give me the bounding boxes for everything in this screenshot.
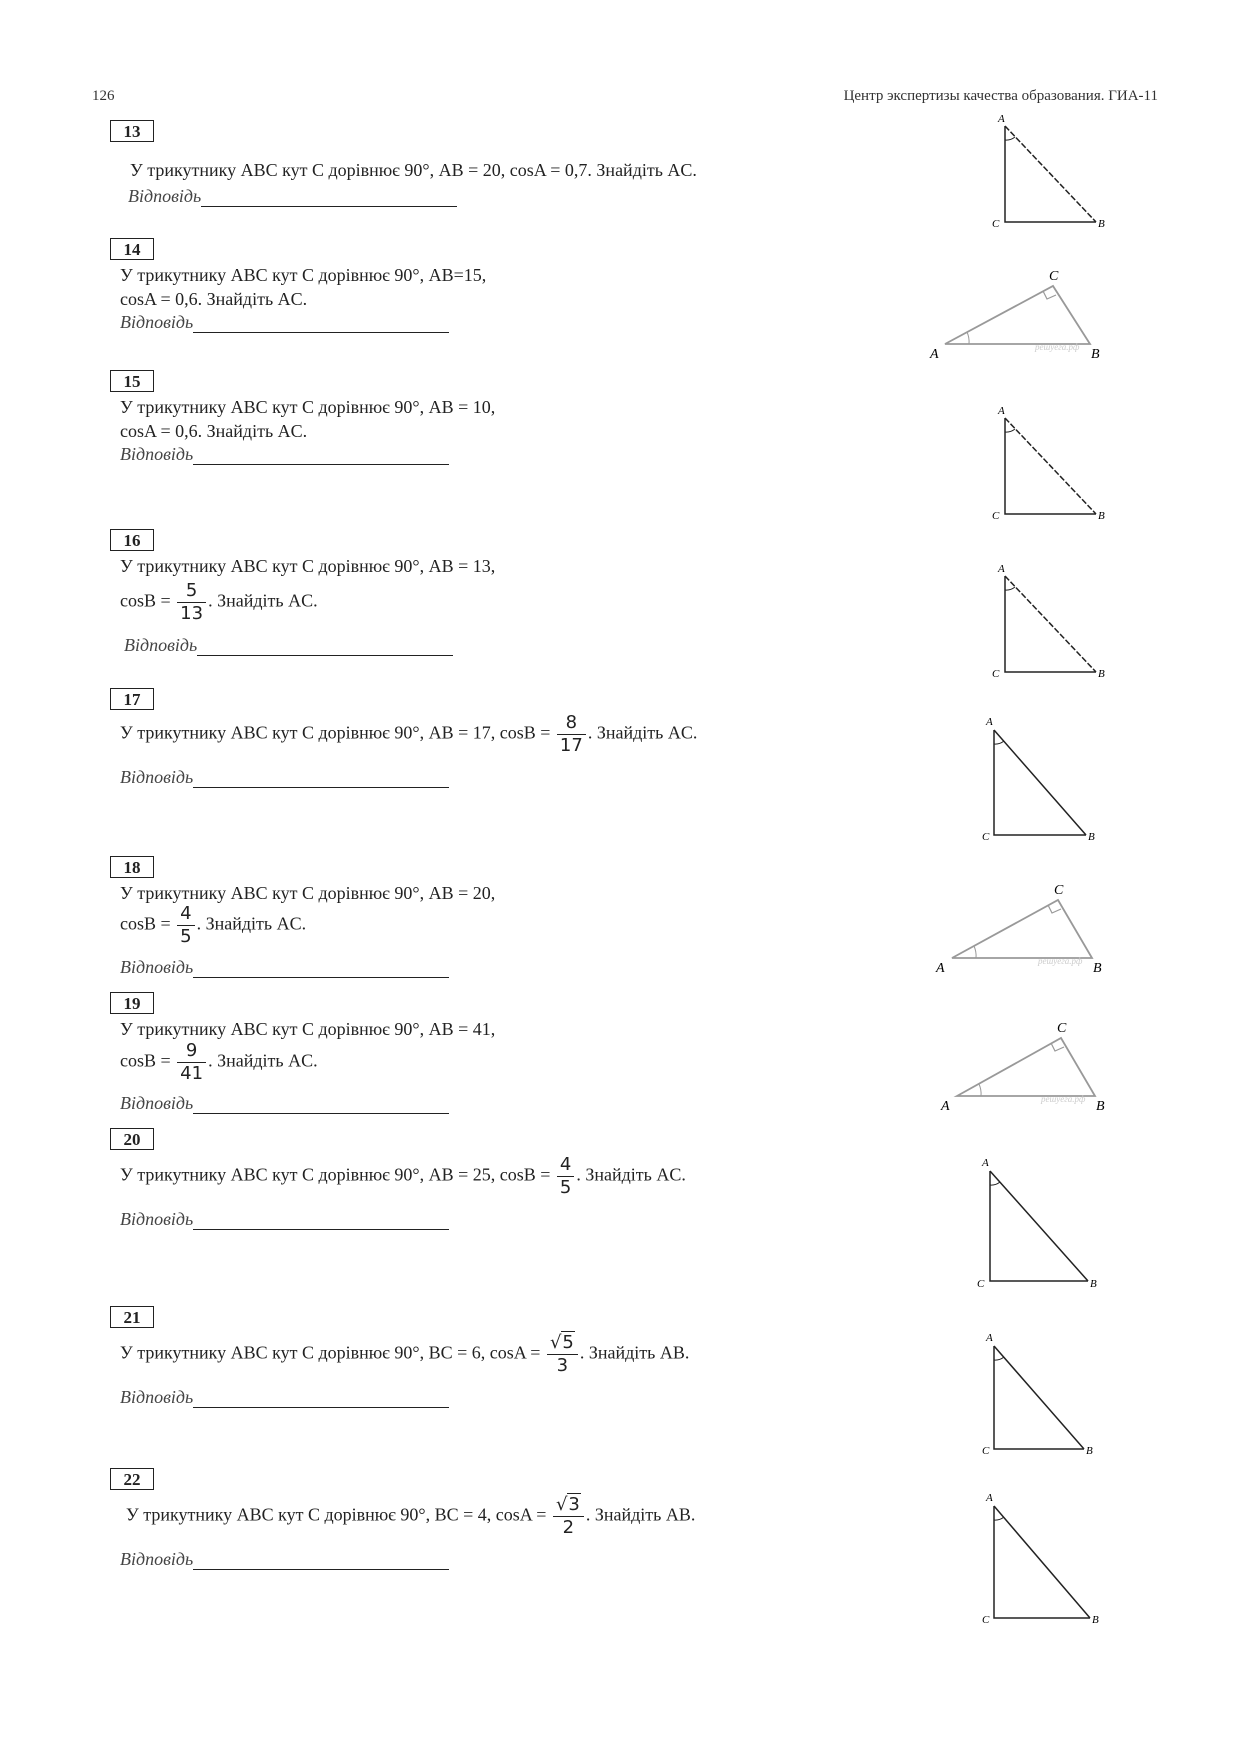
task-text-fraction: У трикутнику ABC кут C дорівнює 90°, AB = 25, cosB = $\frac{4}{5}$ . Знайдіть AC.	[120, 1154, 686, 1198]
task-text: cosA = 0,6. Знайдіть AC.	[120, 421, 308, 441]
svg-text:B: B	[1092, 1614, 1099, 1626]
svg-text:C: C	[1054, 883, 1064, 898]
svg-text:A: A	[986, 1492, 993, 1504]
svg-text:B: B	[1086, 1445, 1093, 1457]
svg-text:решуега.рф: решуега.рф	[1041, 1094, 1086, 1104]
svg-text:решуега.рф: решуега.рф	[1035, 342, 1080, 352]
task-number: 18	[110, 856, 154, 878]
answer-label: Відповідь	[120, 957, 194, 977]
answer-row	[124, 634, 453, 656]
answer-label: Відповідь	[120, 1387, 194, 1407]
fraction: $\frac{4}{5}$	[557, 1154, 574, 1199]
task-number: 20	[110, 1128, 154, 1150]
task-text: У трикутнику ABC кут C дорівнює 90°, AB = 13,	[120, 556, 496, 576]
svg-text:C: C	[977, 1278, 985, 1290]
answer-label: Відповідь	[120, 1093, 194, 1113]
svg-text:C: C	[992, 218, 1000, 230]
fraction: $\frac{√3}{2}$	[553, 1494, 584, 1539]
svg-text:B: B	[1091, 347, 1100, 362]
task-text-fraction: cosB = $\frac{4}{5}$ . Знайдіть AC.	[120, 903, 307, 947]
answer-label: Відповідь	[120, 1209, 194, 1229]
answer-row	[120, 1386, 449, 1408]
task-number: 16	[110, 529, 154, 551]
task-number: 22	[110, 1468, 154, 1490]
svg-text:C: C	[992, 510, 1000, 522]
task-number: 13	[110, 120, 154, 142]
triangle-figure	[935, 1016, 1115, 1116]
triangle-figure	[990, 110, 1110, 230]
running-header: Центр экспертизы качества образования. ГИА-11	[843, 88, 1158, 104]
svg-text:B: B	[1096, 1099, 1105, 1114]
svg-text:B: B	[1098, 510, 1105, 522]
task-text: У трикутнику ABC кут C дорівнює 90°, AB = 10,	[120, 397, 496, 417]
answer-row	[120, 1208, 449, 1230]
task-text-fraction: У трикутнику ABC кут C дорівнює 90°, AB = 17, cosB = $\frac{8}{17}$ . Знайдіть AC.	[120, 712, 698, 756]
task-text-fraction: cosB = $\frac{5}{13}$ . Знайдіть AC.	[120, 580, 318, 624]
task-number: 21	[110, 1306, 154, 1328]
svg-text:C: C	[992, 668, 1000, 680]
triangle-figure	[980, 714, 1110, 844]
fraction: $\frac{8}{17}$	[557, 712, 586, 757]
answer-label: Відповідь	[124, 635, 198, 655]
triangle-figure	[980, 1490, 1110, 1630]
svg-text:C: C	[1057, 1021, 1067, 1036]
triangle-figure	[930, 878, 1115, 978]
answer-label: Відповідь	[120, 1549, 194, 1569]
page-number: 126	[92, 88, 115, 104]
svg-text:A: A	[936, 961, 945, 976]
answer-row	[120, 766, 449, 788]
svg-text:B: B	[1098, 218, 1105, 230]
answer-field[interactable]	[193, 444, 449, 465]
task-text: У трикутнику ABC кут C дорівнює 90°, AB = 20,	[120, 883, 496, 903]
task-number: 17	[110, 688, 154, 710]
task-text: У трикутнику ABC кут C дорівнює 90°, AB = 41,	[120, 1019, 496, 1039]
task-number: 19	[110, 992, 154, 1014]
svg-text:C: C	[982, 1445, 990, 1457]
answer-field[interactable]	[193, 1387, 449, 1408]
answer-row	[120, 1548, 449, 1570]
svg-text:B: B	[1093, 961, 1102, 976]
answer-field[interactable]	[193, 312, 449, 333]
svg-text:B: B	[1090, 1278, 1097, 1290]
fraction: $\frac{9}{41}$	[177, 1040, 206, 1085]
task-text-fraction: У трикутнику ABC кут C дорівнює 90°, BC = 6, cosA = $\frac{√5}{3}$ . Знайдіть AB.	[120, 1332, 690, 1376]
task-number: 14	[110, 238, 154, 260]
answer-row	[120, 956, 449, 978]
svg-text:A: A	[986, 1332, 993, 1344]
svg-text:A: A	[930, 347, 939, 362]
svg-text:C: C	[982, 831, 990, 843]
fraction: $\frac{5}{13}$	[177, 580, 206, 625]
answer-field[interactable]	[193, 1093, 449, 1114]
svg-text:A: A	[998, 563, 1005, 575]
svg-text:A: A	[998, 113, 1005, 125]
answer-field[interactable]	[201, 186, 457, 207]
svg-text:B: B	[1088, 831, 1095, 843]
task-text: У трикутнику ABC кут C дорівнює 90°, AB=15,	[120, 265, 487, 285]
answer-label: Відповідь	[120, 767, 194, 787]
svg-text:A: A	[986, 716, 993, 728]
svg-text:C: C	[1049, 269, 1059, 284]
triangle-figure	[925, 262, 1115, 362]
triangle-figure	[980, 1330, 1110, 1460]
answer-row	[120, 443, 449, 465]
triangle-figure	[990, 560, 1110, 680]
answer-field[interactable]	[197, 635, 453, 656]
task-text: У трикутнику ABC кут C дорівнює 90°, AB = 20, cosA = 0,7. Знайдіть AC.	[130, 160, 697, 180]
answer-field[interactable]	[193, 1549, 449, 1570]
answer-row	[120, 1092, 449, 1114]
answer-label: Відповідь	[120, 444, 194, 464]
triangle-figure	[990, 402, 1110, 522]
task-number: 15	[110, 370, 154, 392]
answer-row	[128, 185, 457, 207]
answer-field[interactable]	[193, 957, 449, 978]
triangle-figure	[976, 1155, 1111, 1295]
svg-text:решуега.рф: решуега.рф	[1038, 956, 1083, 966]
svg-text:A: A	[941, 1099, 950, 1114]
answer-label: Відповідь	[120, 312, 194, 332]
answer-field[interactable]	[193, 767, 449, 788]
answer-label: Відповідь	[128, 186, 202, 206]
svg-text:C: C	[982, 1614, 990, 1626]
task-text-fraction: cosB = $\frac{9}{41}$ . Знайдіть AC.	[120, 1040, 318, 1084]
answer-field[interactable]	[193, 1209, 449, 1230]
fraction: $\frac{√5}{3}$	[547, 1332, 578, 1377]
svg-text:A: A	[998, 405, 1005, 417]
fraction: $\frac{4}{5}$	[177, 903, 194, 948]
task-text: cosA = 0,6. Знайдіть AC.	[120, 289, 308, 309]
svg-text:B: B	[1098, 668, 1105, 680]
answer-row	[120, 311, 449, 333]
task-text-fraction: У трикутнику ABC кут C дорівнює 90°, BC = 4, cosA = $\frac{√3}{2}$ . Знайдіть AB.	[126, 1494, 696, 1538]
svg-text:A: A	[982, 1157, 989, 1169]
